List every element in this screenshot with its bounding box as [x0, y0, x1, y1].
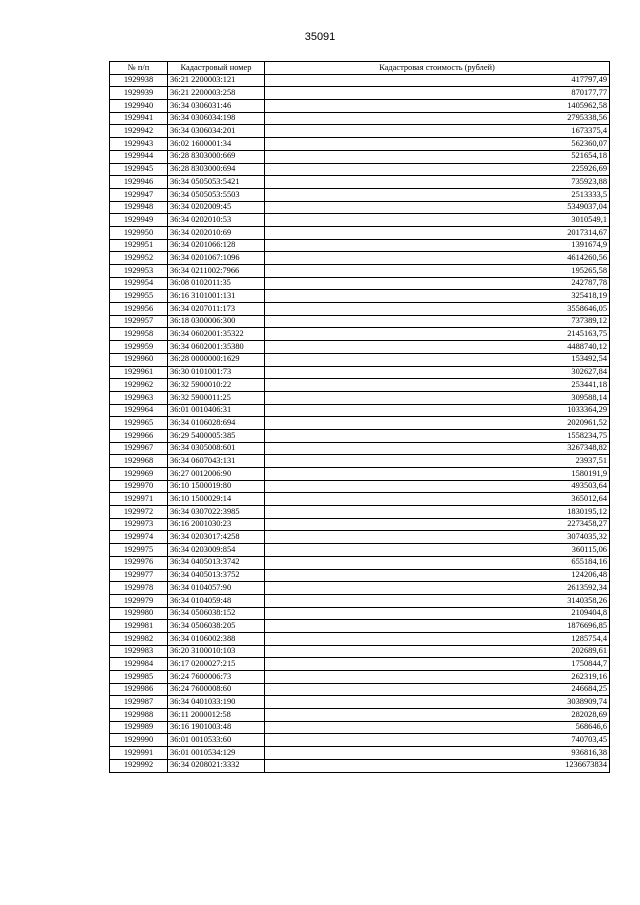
cadastral-value-cell: 23937,51	[265, 455, 610, 468]
row-number-cell: 1929939	[110, 87, 168, 100]
cadastral-number-cell: 36:28 8303000:694	[168, 163, 265, 176]
cadastral-number-cell: 36:34 0506038:205	[168, 620, 265, 633]
cadastral-number-cell: 36:34 0202009:45	[168, 201, 265, 214]
table-row	[110, 138, 610, 151]
row-number-cell: 1929940	[110, 100, 168, 113]
cadastral-number-cell: 36:34 0202010:53	[168, 214, 265, 227]
cadastral-number-cell: 36:34 0208021:3332	[168, 759, 265, 772]
row-number-cell: 1929964	[110, 404, 168, 417]
cadastral-number-cell: 36:11 2000012:58	[168, 709, 265, 722]
table-row	[110, 74, 610, 87]
row-number-cell: 1929944	[110, 150, 168, 163]
row-number-cell: 1929970	[110, 480, 168, 493]
table-row	[110, 201, 610, 214]
table-row	[110, 506, 610, 519]
table-row	[110, 125, 610, 138]
cadastral-value-cell: 360115,06	[265, 544, 610, 557]
cadastral-value-cell: 562360,07	[265, 138, 610, 151]
row-number-cell: 1929943	[110, 138, 168, 151]
cadastral-value-cell: 2109404,8	[265, 607, 610, 620]
cadastral-value-cell: 1830195,12	[265, 506, 610, 519]
cadastral-value-cell: 3140358,26	[265, 594, 610, 607]
row-number-cell: 1929967	[110, 442, 168, 455]
row-number-cell: 1929945	[110, 163, 168, 176]
table-row	[110, 226, 610, 239]
cadastral-number-cell: 36:08 0102011:35	[168, 277, 265, 290]
cadastral-value-cell: 124206,48	[265, 569, 610, 582]
table-row	[110, 671, 610, 684]
row-number-cell: 1929961	[110, 366, 168, 379]
row-number-cell: 1929962	[110, 379, 168, 392]
cadastral-value-cell: 253441,18	[265, 379, 610, 392]
table-row	[110, 455, 610, 468]
cadastral-value-cell: 3074035,32	[265, 531, 610, 544]
cadastral-number-cell: 36:24 7600008:60	[168, 683, 265, 696]
cadastral-value-cell: 225926,69	[265, 163, 610, 176]
row-number-cell: 1929974	[110, 531, 168, 544]
row-number-cell: 1929985	[110, 671, 168, 684]
cadastral-number-cell: 36:20 3100010:103	[168, 645, 265, 658]
table-row	[110, 303, 610, 316]
row-number-cell: 1929981	[110, 620, 168, 633]
cadastral-value-cell: 740703,45	[265, 734, 610, 747]
table-row	[110, 734, 610, 747]
cadastral-value-cell: 3267348,82	[265, 442, 610, 455]
table-row	[110, 150, 610, 163]
row-number-cell: 1929958	[110, 328, 168, 341]
cadastral-number-cell: 36:34 0104059:48	[168, 594, 265, 607]
cadastral-value-cell: 302627,84	[265, 366, 610, 379]
cadastral-number-cell: 36:34 0201066:128	[168, 239, 265, 252]
row-number-cell: 1929982	[110, 632, 168, 645]
cadastral-number-cell: 36:21 2200003:121	[168, 74, 265, 87]
table-row	[110, 468, 610, 481]
cadastral-number-cell: 36:34 0602001:35380	[168, 341, 265, 354]
table-row	[110, 721, 610, 734]
cadastral-value-cell: 3038909,74	[265, 696, 610, 709]
table-row	[110, 176, 610, 189]
row-number-cell: 1929977	[110, 569, 168, 582]
row-number-cell: 1929960	[110, 353, 168, 366]
cadastral-value-cell: 2017314,67	[265, 226, 610, 239]
cadastral-value-cell: 493503,64	[265, 480, 610, 493]
table-row	[110, 341, 610, 354]
cadastral-value-cell: 1033364,29	[265, 404, 610, 417]
cadastral-value-cell: 262319,16	[265, 671, 610, 684]
cadastral-value-cell: 309588,14	[265, 391, 610, 404]
cadastral-value-cell: 246684,25	[265, 683, 610, 696]
row-number-cell: 1929954	[110, 277, 168, 290]
table-row	[110, 290, 610, 303]
row-number-cell: 1929979	[110, 594, 168, 607]
table-row	[110, 594, 610, 607]
cadastral-value-cell: 365012,64	[265, 493, 610, 506]
cadastral-value-cell: 242787,78	[265, 277, 610, 290]
cadastral-number-cell: 36:34 0211002:7966	[168, 265, 265, 278]
table-row	[110, 163, 610, 176]
cadastral-number-cell: 36:16 1901003:48	[168, 721, 265, 734]
row-number-cell: 1929946	[110, 176, 168, 189]
cadastral-number-cell: 36:21 2200003:258	[168, 87, 265, 100]
row-number-cell: 1929953	[110, 265, 168, 278]
row-number-cell: 1929971	[110, 493, 168, 506]
header-row-number: № п/п	[110, 62, 168, 75]
row-number-cell: 1929951	[110, 239, 168, 252]
row-number-cell: 1929942	[110, 125, 168, 138]
table-row	[110, 544, 610, 557]
cadastral-number-cell: 36:34 0505053:5421	[168, 176, 265, 189]
cadastral-number-cell: 36:34 0201067:1096	[168, 252, 265, 265]
cadastral-value-cell: 1285754,4	[265, 632, 610, 645]
cadastral-value-cell: 3010549,1	[265, 214, 610, 227]
cadastral-number-cell: 36:16 2001030:23	[168, 518, 265, 531]
cadastral-number-cell: 36:34 0405013:3742	[168, 556, 265, 569]
cadastral-number-cell: 36:34 0505053:5503	[168, 188, 265, 201]
cadastral-value-cell: 2513333,5	[265, 188, 610, 201]
cadastral-number-cell: 36:34 0405013:3752	[168, 569, 265, 582]
table-row	[110, 620, 610, 633]
row-number-cell: 1929975	[110, 544, 168, 557]
cadastral-value-cell: 202689,61	[265, 645, 610, 658]
table-row	[110, 709, 610, 722]
cadastral-number-cell: 36:34 0104057:90	[168, 582, 265, 595]
cadastral-value-cell: 735923,88	[265, 176, 610, 189]
cadastral-value-cell: 417797,49	[265, 74, 610, 87]
cadastral-value-cell: 521654,18	[265, 150, 610, 163]
cadastral-value-cell: 1673375,4	[265, 125, 610, 138]
table-row	[110, 531, 610, 544]
cadastral-number-cell: 36:34 0306034:198	[168, 112, 265, 125]
cadastral-value-cell: 2145163,75	[265, 328, 610, 341]
row-number-cell: 1929978	[110, 582, 168, 595]
cadastral-number-cell: 36:32 5900010:22	[168, 379, 265, 392]
cadastral-number-cell: 36:02 1600001:34	[168, 138, 265, 151]
row-number-cell: 1929941	[110, 112, 168, 125]
table-row	[110, 252, 610, 265]
cadastral-value-cell: 870177,77	[265, 87, 610, 100]
cadastral-number-cell: 36:17 0200027:215	[168, 658, 265, 671]
row-number-cell: 1929986	[110, 683, 168, 696]
table-row	[110, 366, 610, 379]
cadastral-value-cell: 1876696,85	[265, 620, 610, 633]
table-row	[110, 265, 610, 278]
cadastral-value-cell: 4614260,56	[265, 252, 610, 265]
table-row	[110, 683, 610, 696]
row-number-cell: 1929987	[110, 696, 168, 709]
cadastral-number-cell: 36:34 0401033:190	[168, 696, 265, 709]
table-row	[110, 442, 610, 455]
table-row	[110, 658, 610, 671]
table-row	[110, 429, 610, 442]
row-number-cell: 1929990	[110, 734, 168, 747]
table-body	[110, 74, 610, 772]
row-number-cell: 1929956	[110, 303, 168, 316]
cadastral-value-cell: 737389,12	[265, 315, 610, 328]
cadastral-number-cell: 36:34 0202010:69	[168, 226, 265, 239]
cadastral-number-cell: 36:18 0300006:300	[168, 315, 265, 328]
cadastral-value-cell: 3558646,05	[265, 303, 610, 316]
cadastral-value-cell: 1236673834	[265, 759, 610, 772]
table-row	[110, 239, 610, 252]
row-number-cell: 1929965	[110, 417, 168, 430]
table-row	[110, 582, 610, 595]
page-number: 35091	[304, 31, 336, 43]
table-row	[110, 480, 610, 493]
cadastral-number-cell: 36:34 0207011:173	[168, 303, 265, 316]
table-row	[110, 353, 610, 366]
table-row	[110, 417, 610, 430]
cadastral-value-cell: 325418,19	[265, 290, 610, 303]
table-row	[110, 379, 610, 392]
row-number-cell: 1929948	[110, 201, 168, 214]
table-row	[110, 277, 610, 290]
row-number-cell: 1929963	[110, 391, 168, 404]
row-number-cell: 1929972	[110, 506, 168, 519]
cadastral-number-cell: 36:34 0203009:854	[168, 544, 265, 557]
cadastral-number-cell: 36:01 0010534:129	[168, 747, 265, 760]
table-row	[110, 645, 610, 658]
row-number-cell: 1929947	[110, 188, 168, 201]
row-number-cell: 1929957	[110, 315, 168, 328]
cadastral-value-cell: 1391674,9	[265, 239, 610, 252]
table-row	[110, 518, 610, 531]
row-number-cell: 1929989	[110, 721, 168, 734]
table-row	[110, 632, 610, 645]
row-number-cell: 1929980	[110, 607, 168, 620]
table-row	[110, 493, 610, 506]
cadastral-value-cell: 2273458,27	[265, 518, 610, 531]
row-number-cell: 1929968	[110, 455, 168, 468]
table-row	[110, 759, 610, 772]
row-number-cell: 1929991	[110, 747, 168, 760]
table-row	[110, 315, 610, 328]
cadastral-number-cell: 36:24 7600006:73	[168, 671, 265, 684]
cadastral-value-cell: 2613592,34	[265, 582, 610, 595]
table-row	[110, 328, 610, 341]
cadastral-value-cell: 5349037,04	[265, 201, 610, 214]
cadastral-number-cell: 36:10 1500029:14	[168, 493, 265, 506]
cadastral-value-cell: 655184,16	[265, 556, 610, 569]
table-row	[110, 607, 610, 620]
cadastral-number-cell: 36:16 3101001:131	[168, 290, 265, 303]
cadastral-number-cell: 36:34 0106028:694	[168, 417, 265, 430]
row-number-cell: 1929952	[110, 252, 168, 265]
row-number-cell: 1929992	[110, 759, 168, 772]
row-number-cell: 1929969	[110, 468, 168, 481]
cadastral-number-cell: 36:34 0306034:201	[168, 125, 265, 138]
cadastral-number-cell: 36:34 0602001:35322	[168, 328, 265, 341]
cadastral-number-cell: 36:34 0506038:152	[168, 607, 265, 620]
cadastral-value-cell: 153492,54	[265, 353, 610, 366]
cadastral-number-cell: 36:34 0307022:3985	[168, 506, 265, 519]
cadastral-number-cell: 36:34 0306031:46	[168, 100, 265, 113]
table-row	[110, 87, 610, 100]
header-cadastral-number: Кадастровый номер	[168, 62, 265, 75]
cadastral-number-cell: 36:34 0106002:388	[168, 632, 265, 645]
cadastral-number-cell: 36:01 0010533:60	[168, 734, 265, 747]
row-number-cell: 1929983	[110, 645, 168, 658]
cadastral-number-cell: 36:32 5900011:25	[168, 391, 265, 404]
cadastral-number-cell: 36:30 0101001:73	[168, 366, 265, 379]
cadastral-value-cell: 2795338,56	[265, 112, 610, 125]
cadastral-value-cell: 4488740,12	[265, 341, 610, 354]
cadastral-value-table	[109, 61, 610, 773]
row-number-cell: 1929938	[110, 74, 168, 87]
table-header-row	[110, 62, 610, 75]
cadastral-number-cell: 36:28 8303000:669	[168, 150, 265, 163]
row-number-cell: 1929988	[110, 709, 168, 722]
cadastral-value-cell: 1405962,58	[265, 100, 610, 113]
table-row	[110, 391, 610, 404]
row-number-cell: 1929966	[110, 429, 168, 442]
cadastral-number-cell: 36:34 0607043:131	[168, 455, 265, 468]
cadastral-number-cell: 36:27 0012006:90	[168, 468, 265, 481]
row-number-cell: 1929984	[110, 658, 168, 671]
cadastral-value-cell: 1580191,9	[265, 468, 610, 481]
table-row	[110, 696, 610, 709]
row-number-cell: 1929949	[110, 214, 168, 227]
table-row	[110, 556, 610, 569]
cadastral-number-cell: 36:29 5400005:385	[168, 429, 265, 442]
table-row	[110, 112, 610, 125]
row-number-cell: 1929973	[110, 518, 168, 531]
table-row	[110, 188, 610, 201]
row-number-cell: 1929976	[110, 556, 168, 569]
cadastral-value-cell: 568646,6	[265, 721, 610, 734]
cadastral-number-cell: 36:28 0000000:1629	[168, 353, 265, 366]
cadastral-number-cell: 36:34 0203017:4258	[168, 531, 265, 544]
cadastral-value-cell: 1750844,7	[265, 658, 610, 671]
cadastral-number-cell: 36:10 1500019:80	[168, 480, 265, 493]
row-number-cell: 1929950	[110, 226, 168, 239]
cadastral-number-cell: 36:34 0305008:601	[168, 442, 265, 455]
row-number-cell: 1929955	[110, 290, 168, 303]
cadastral-value-cell: 1558234,75	[265, 429, 610, 442]
table-row	[110, 404, 610, 417]
row-number-cell: 1929959	[110, 341, 168, 354]
cadastral-value-cell: 2020961,52	[265, 417, 610, 430]
table-row	[110, 747, 610, 760]
table-row	[110, 214, 610, 227]
cadastral-number-cell: 36:01 0010406:31	[168, 404, 265, 417]
cadastral-value-cell: 282028,69	[265, 709, 610, 722]
cadastral-value-cell: 936816,38	[265, 747, 610, 760]
table-row	[110, 100, 610, 113]
cadastral-value-cell: 195265,58	[265, 265, 610, 278]
table-row	[110, 569, 610, 582]
header-cadastral-value: Кадастровая стоимость (рублей)	[265, 62, 610, 75]
